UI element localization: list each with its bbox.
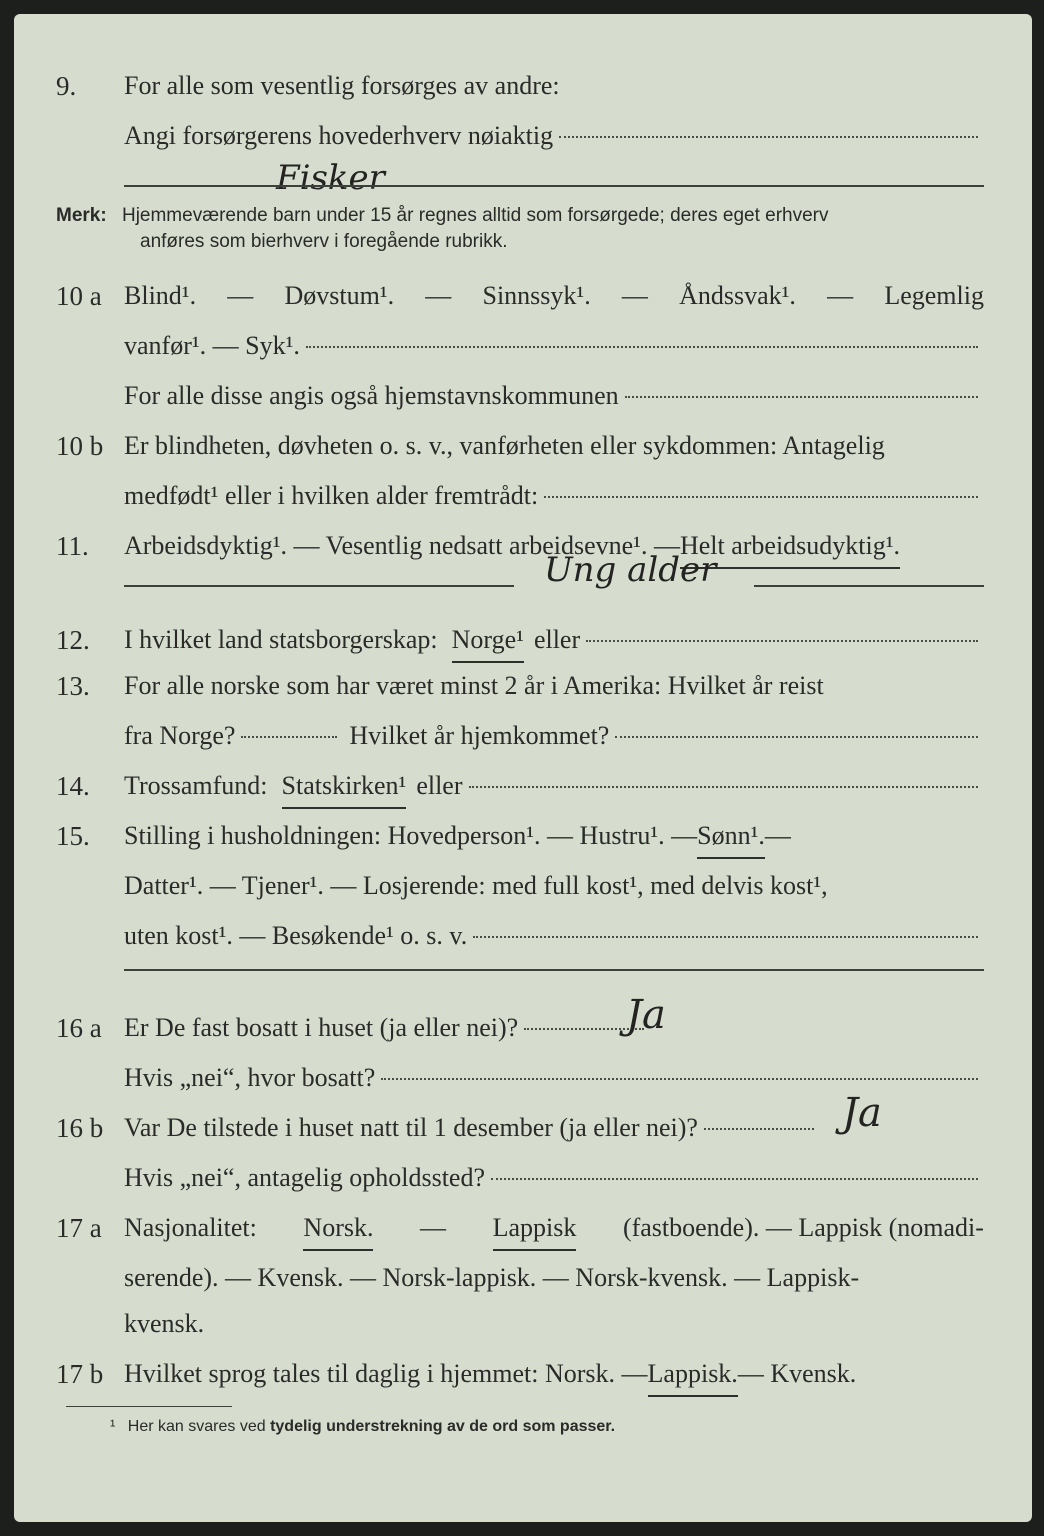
q10a-row-2 [14, 326, 1032, 366]
option-legemlig: Legemlig [884, 281, 984, 310]
q16a-row [14, 1008, 1032, 1048]
option-blind: Blind¹. [124, 281, 197, 310]
merk-text-1: Hjemmeværende barn under 15 år regnes alltid som forsørgede; deres eget erhverv [121, 205, 829, 226]
q15-dash: — [764, 821, 791, 850]
q16a-number: 16 a [56, 1013, 102, 1043]
q17a-row-2 [14, 1258, 1032, 1298]
q12-row [14, 620, 1032, 660]
q10a-field[interactable] [306, 346, 978, 348]
q17a-options-3: kvensk. [124, 1309, 205, 1338]
q17b-number: 17 b [56, 1359, 104, 1389]
footnote-bold-text: tydelig understrekning av de ord som passer. [270, 1418, 616, 1435]
footnote-rule [66, 1406, 232, 1407]
census-form-page [14, 14, 1032, 1522]
q12-field[interactable] [586, 640, 978, 642]
q11-answer-line-left [124, 585, 514, 587]
q9-occupation-label: Angi forsørgerens hovederhverv nøiaktig [124, 121, 554, 150]
q15-number: 15. [56, 821, 90, 851]
merk-label: Merk: [56, 205, 107, 226]
option-dovstum: Døvstum¹. [284, 281, 395, 310]
q13-hjemkommet-label: Hvilket år hjemkommet? [349, 721, 610, 750]
q17b-selected-lappisk: Lappisk. [648, 1354, 738, 1397]
q13-reist-label: fra Norge? [124, 721, 236, 750]
q9-row [14, 66, 1032, 106]
q10b-row-2 [14, 476, 1032, 516]
q16a-bosatt-label: Hvis „nei“, hvor bosatt? [124, 1063, 376, 1092]
q17a-norsk: Norsk. [303, 1208, 373, 1251]
q10b-row [14, 426, 1032, 466]
q17b-row [14, 1354, 1032, 1394]
q11-number: 11. [56, 531, 89, 561]
q14-number: 14. [56, 771, 90, 801]
q13-row [14, 666, 1032, 706]
q17a-label: Nasjonalitet: [124, 1213, 257, 1242]
q15-options: Stilling i husholdningen: Hovedperson¹. — Hustru¹. — [124, 821, 698, 850]
q11-answer-line-right [754, 585, 984, 587]
q17b-question: Hvilket sprog tales til daglig i hjemmet: Norsk. — [124, 1359, 648, 1388]
q17b-kvensk: — Kvensk. [737, 1359, 857, 1388]
q11-options: Arbeidsdyktig¹. — Vesentlig nedsatt arbeidsevne¹. — [124, 531, 680, 560]
q16b-opholdssted-field[interactable] [491, 1178, 978, 1180]
q9-answer-line [124, 185, 984, 187]
dash: — [621, 281, 648, 310]
q15-options-2: Datter¹. — Tjener¹. — Losjerende: med full kost¹, med delvis kost¹, [124, 871, 828, 900]
q15-field[interactable] [473, 936, 978, 938]
q13-number: 13. [56, 671, 90, 701]
q14-label: Trossamfund: [124, 771, 268, 800]
q15-options-3: uten kost¹. — Besøkende¹ o. s. v. [124, 921, 468, 950]
q10b-field[interactable] [544, 496, 978, 498]
footnote-text: Her kan svares ved [127, 1418, 266, 1435]
option-vanfor-syk: vanfør¹. — Syk¹. [124, 331, 300, 360]
q12-selected-norge: Norge¹ [452, 620, 524, 663]
q13-hjemkommet-field[interactable] [615, 736, 978, 738]
option-andssvak: Åndssvak¹. [679, 281, 796, 310]
q16b-row-2 [14, 1158, 1032, 1198]
q17a-options-2: serende). — Kvensk. — Norsk-lappisk. — Norsk-kvensk. — Lappisk- [124, 1263, 860, 1292]
q16a-bosatt-field[interactable] [381, 1078, 978, 1080]
q13-reist-field[interactable] [241, 736, 337, 738]
q15-row [14, 816, 1032, 856]
q16a-question: Er De fast bosatt i huset (ja eller nei)? [124, 1013, 519, 1042]
q14-selected-statskirken: Statskirken¹ [282, 766, 407, 809]
q10a-row [14, 276, 1032, 316]
q15-row-2 [14, 866, 1032, 906]
q11-selected-option: Helt arbeidsudyktig¹. [680, 526, 900, 569]
q15-row-3 [14, 916, 1032, 956]
q16b-number: 16 b [56, 1113, 104, 1143]
footnote-marker: ¹ [110, 1418, 116, 1435]
q16b-field[interactable] [704, 1128, 814, 1130]
q10b-number: 10 b [56, 431, 104, 461]
q15-answer-line [124, 969, 984, 971]
q16a-answer: Ja [626, 992, 666, 1038]
q9-number: 9. [56, 71, 77, 101]
dash: — [827, 281, 854, 310]
dash: — [420, 1213, 447, 1242]
q17a-number: 17 a [56, 1213, 102, 1243]
q10b-label: medfødt¹ eller i hvilken alder fremtrådt: [124, 481, 539, 510]
q9-occupation-answer: Fisker [276, 158, 385, 198]
q17a-row-3 [14, 1304, 1032, 1344]
q9-occupation-field[interactable] [559, 136, 978, 138]
q14-field[interactable] [469, 786, 979, 788]
dash: — [425, 281, 452, 310]
hjemstavnskommune-field[interactable] [625, 396, 978, 398]
q16b-question: Var De tilstede i huset natt til 1 desember (ja eller nei)? [124, 1113, 698, 1142]
q12-label: I hvilket land statsborgerskap: [124, 625, 438, 654]
q17a-selected-lappisk: Lappisk [493, 1208, 577, 1251]
footnote [110, 1418, 615, 1436]
q13-question: For alle norske som har været minst 2 år i Amerika: Hvilket år reist [124, 671, 824, 700]
q10b-question: Er blindheten, døvheten o. s. v., vanførheten eller sykdommen: Antagelig [124, 431, 885, 460]
q11-answer: Ung alder [544, 550, 717, 590]
q15-selected-sonn: Sønn¹. [697, 816, 765, 859]
merk-text-2: anføres som bierhverv i foregående rubrikk. [140, 231, 508, 252]
q11-row [14, 526, 1032, 566]
q16b-opholdssted-label: Hvis „nei“, antagelig opholdssted? [124, 1163, 486, 1192]
q10a-row-3 [14, 376, 1032, 416]
q14-eller: eller [416, 771, 463, 800]
q12-number: 12. [56, 625, 90, 655]
q13-row-2 [14, 716, 1032, 756]
dash: — [227, 281, 254, 310]
q12-eller: eller [533, 625, 581, 654]
hjemstavnskommune-label: For alle disse angis også hjemstavnskommunen [124, 381, 619, 410]
q14-row [14, 766, 1032, 806]
q9-question: For alle som vesentlig forsørges av andre: [124, 71, 560, 100]
option-sinnssyk: Sinnssyk¹. [482, 281, 591, 310]
q10a-number: 10 a [56, 281, 102, 311]
q17a-options: (fastboende). — Lappisk (nomadi- [622, 1213, 984, 1242]
q17a-row [14, 1208, 1032, 1248]
q16b-answer: Ja [842, 1090, 882, 1136]
q9-row-2 [14, 116, 1032, 156]
